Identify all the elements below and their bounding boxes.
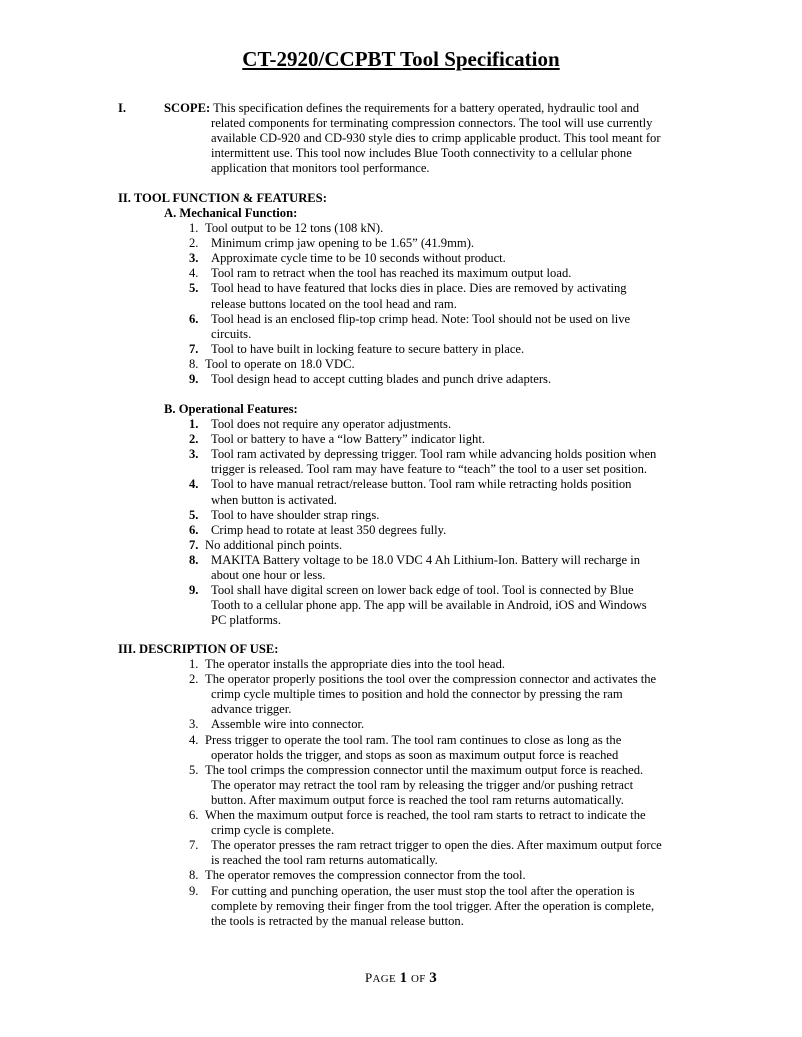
use-item-6-line-0: When the maximum output force is reached, the tool ram starts to retract to indicate the bbox=[205, 808, 646, 822]
mech-item-3-line-0: Approximate cycle time to be 10 seconds without product. bbox=[211, 251, 506, 266]
section-2-heading: II. TOOL FUNCTION & FEATURES: bbox=[118, 191, 327, 205]
use-item-3-line-0: Assemble wire into connector. bbox=[211, 717, 365, 732]
op-item-9-number: 9. bbox=[189, 583, 199, 598]
mech-item-4-number: 4. bbox=[189, 266, 199, 281]
mech-item-2-line-0: Minimum crimp jaw opening to be 1.65” (41.9mm). bbox=[211, 236, 475, 251]
op-item-8-line-0: MAKITA Battery voltage to be 18.0 VDC 4 Ah Lithium-Ion. Battery will recharge in bbox=[211, 552, 641, 567]
op-item-5-number: 5. bbox=[189, 507, 199, 522]
op-item-6-number: 6. bbox=[189, 522, 199, 537]
mech-item-5-line-1: release buttons located on the tool head and ram. bbox=[211, 296, 457, 311]
use-item-1-line-0: The operator installs the appropriate dies into the tool head. bbox=[205, 657, 506, 671]
scope-label: SCOPE: bbox=[164, 101, 211, 115]
mechanical-heading: A. Mechanical Function: bbox=[164, 206, 298, 220]
use-item-9-line-2: the tools is retracted by the manual release button. bbox=[211, 913, 464, 928]
op-item-8-number: 8. bbox=[189, 552, 199, 567]
op-item-9-line-2: PC platforms. bbox=[211, 613, 281, 628]
scope-line-4: application that monitors tool performance. bbox=[211, 161, 430, 175]
use-item-5-number: 5. bbox=[189, 762, 199, 777]
use-item-7-line-1: is reached the tool ram returns automatically. bbox=[211, 853, 438, 868]
op-item-1-number: 1. bbox=[189, 417, 199, 431]
mech-item-3-number: 3. bbox=[189, 251, 199, 266]
use-item-2-line-0: The operator properly positions the tool over the compression connector and activates the bbox=[205, 672, 657, 687]
section-3-heading: III. DESCRIPTION OF USE: bbox=[118, 642, 279, 656]
scope-line-2: available CD-920 and CD-930 style dies to crimp applicable product. This tool meant for bbox=[211, 131, 661, 145]
use-item-7-number: 7. bbox=[189, 838, 199, 853]
mech-item-6-number: 6. bbox=[189, 311, 199, 326]
op-item-5-line-0: Tool to have shoulder strap rings. bbox=[211, 507, 380, 522]
op-item-2-line-0: Tool or battery to have a “low Battery” indicator light. bbox=[211, 432, 485, 447]
op-item-4-line-0: Tool to have manual retract/release button. Tool ram while retracting holds position bbox=[211, 477, 632, 492]
op-item-7-number: 7. bbox=[189, 537, 199, 552]
footer-page-initial: P bbox=[364, 970, 373, 985]
operational-heading: B. Operational Features: bbox=[164, 402, 298, 416]
footer-page-total: 3 bbox=[429, 970, 438, 986]
use-item-7-line-0: The operator presses the ram retract trigger to open the dies. After maximum output force bbox=[211, 838, 662, 853]
mech-item-7-line-0: Tool to have built in locking feature to secure battery in place. bbox=[211, 341, 525, 356]
mech-item-6-line-0: Tool head is an enclosed flip-top crimp head. Note: Tool should not be used on live bbox=[211, 311, 631, 326]
use-item-8-line-0: The operator removes the compression connector from the tool. bbox=[205, 868, 526, 883]
mech-item-8-line-0: Tool to operate on 18.0 VDC. bbox=[205, 356, 355, 371]
use-item-2-line-1: crimp cycle multiple times to position and hold the connector by pressing the ram bbox=[211, 687, 623, 702]
op-item-7-line-0: No additional pinch points. bbox=[205, 537, 343, 552]
use-item-2-line-2: advance trigger. bbox=[211, 702, 292, 717]
use-item-6-line-1: crimp cycle is complete. bbox=[211, 823, 335, 838]
document-title: CT-2920/CCPBT Tool Specification bbox=[242, 47, 560, 71]
footer-page-rest: AGE bbox=[372, 973, 397, 985]
use-item-9-line-1: complete by removing their finger from the tool trigger. After the operation is complete, bbox=[211, 898, 655, 913]
use-item-4-line-0: Press trigger to operate the tool ram. The tool ram continues to close as long as the bbox=[205, 732, 622, 747]
use-item-4-number: 4. bbox=[189, 732, 199, 747]
mech-item-9-line-0: Tool design head to accept cutting blades and punch drive adapters. bbox=[211, 372, 552, 386]
op-item-9-line-1: Tooth to a cellular phone app. The app will be available in Android, iOS and Windows bbox=[211, 598, 647, 613]
use-item-8-number: 8. bbox=[189, 868, 199, 883]
use-item-5-line-0: The tool crimps the compression connector until the maximum output force is reached. bbox=[205, 762, 644, 777]
scope-line-3: intermittent use. This tool now includes Blue Tooth connectivity to a cellular phone bbox=[211, 146, 632, 160]
footer-of: OF bbox=[410, 973, 426, 985]
mech-item-5-line-0: Tool head to have featured that locks dies in place. Dies are removed by activating bbox=[211, 281, 627, 296]
op-item-1-line-0: Tool does not require any operator adjustments. bbox=[211, 417, 452, 431]
use-item-9-line-0: For cutting and punching operation, the user must stop the tool after the operation is bbox=[211, 883, 635, 898]
op-item-9-line-0: Tool shall have digital screen on lower back edge of tool. Tool is connected by Blue bbox=[211, 583, 634, 598]
use-item-4-line-1: operator holds the trigger, and stops as soon as maximum output force is reached bbox=[211, 747, 619, 762]
scope-line-1: related components for terminating compression connectors. The tool will use currently bbox=[211, 116, 653, 130]
op-item-4-line-1: when button is activated. bbox=[211, 492, 337, 507]
op-item-3-number: 3. bbox=[189, 447, 199, 462]
use-item-5-line-2: button. After maximum output force is reached the tool ram returns automatically. bbox=[211, 792, 624, 807]
use-item-5-line-1: The operator may retract the tool ram by releasing the trigger and/or pushing retract bbox=[211, 777, 634, 792]
footer-page-number: 1 bbox=[399, 970, 408, 986]
mech-item-8-number: 8. bbox=[189, 356, 199, 371]
use-item-9-number: 9. bbox=[189, 883, 199, 898]
mech-item-5-number: 5. bbox=[189, 281, 199, 296]
op-item-3-line-1: trigger is released. Tool ram may have feature to “teach” the tool to a user set position. bbox=[211, 462, 648, 477]
op-item-8-line-1: about one hour or less. bbox=[211, 568, 326, 582]
mech-item-1-line-0: Tool output to be 12 tons (108 kN). bbox=[205, 221, 384, 235]
use-item-3-number: 3. bbox=[189, 717, 199, 732]
op-item-2-number: 2. bbox=[189, 432, 199, 447]
scope-line-0: This specification defines the requirements for a battery operated, hydraulic tool and bbox=[213, 101, 640, 115]
scope-first-line bbox=[164, 101, 704, 116]
use-item-1-number: 1. bbox=[189, 657, 199, 671]
op-item-3-line-0: Tool ram activated by depressing trigger. Tool ram while advancing holds position when bbox=[211, 447, 657, 462]
use-item-6-number: 6. bbox=[189, 808, 199, 822]
use-item-2-number: 2. bbox=[189, 672, 199, 687]
mech-item-4-line-0: Tool ram to retract when the tool has reached its maximum output load. bbox=[211, 266, 572, 281]
scope-numeral: I. bbox=[118, 101, 127, 115]
op-item-4-number: 4. bbox=[189, 477, 199, 492]
mech-item-9-number: 9. bbox=[189, 372, 199, 386]
mech-item-1-number: 1. bbox=[189, 221, 199, 235]
mech-item-2-number: 2. bbox=[189, 236, 199, 251]
mech-item-7-number: 7. bbox=[189, 341, 199, 356]
op-item-6-line-0: Crimp head to rotate at least 350 degrees fully. bbox=[211, 522, 447, 537]
page-footer bbox=[0, 970, 802, 987]
mech-item-6-line-1: circuits. bbox=[211, 326, 252, 341]
